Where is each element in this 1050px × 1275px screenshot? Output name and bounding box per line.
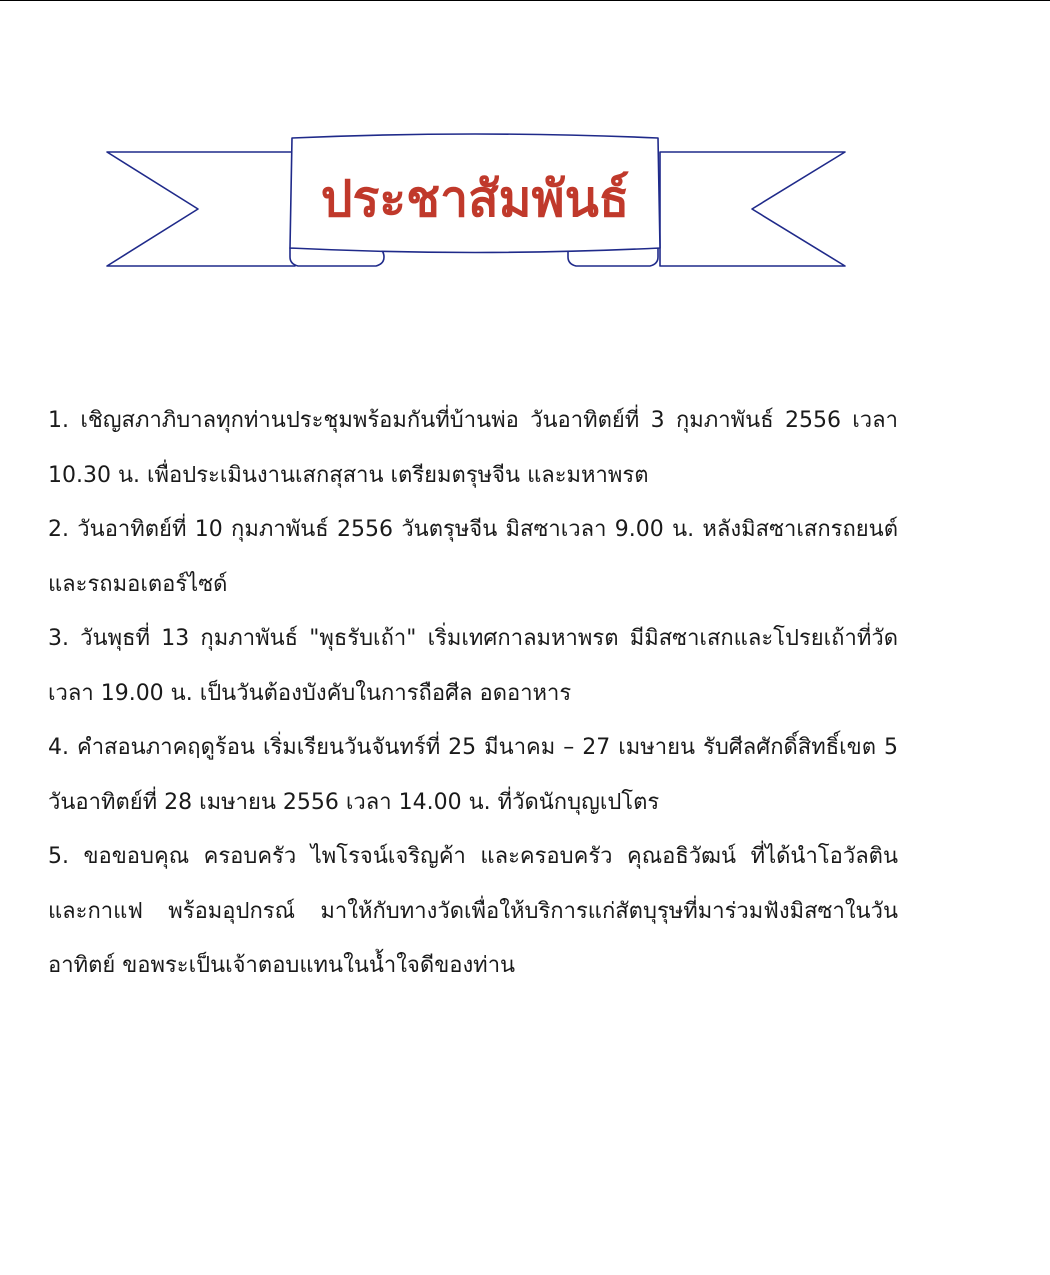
banner-title: ประชาสัมพันธ์: [320, 168, 630, 228]
title-ribbon-banner: [100, 130, 852, 270]
announcement-item-2: 2. วันอาทิตย์ที่ 10 กุมภาพันธ์ 2556 วันตรุษจีน มิสซาเวลา 9.00 น. หลังมิสซาเสกรถยนต์ และรถมอเตอร์ไซด์: [48, 517, 898, 597]
ribbon-left-tail: [107, 152, 295, 266]
announcement-item-3: 3. วันพุธที่ 13 กุมภาพันธ์ "พุธรับเถ้า" เริ่มเทศกาลมหาพรต มีมิสซาเสกและโปรยเถ้าที่วัด เวลา 19.00 น. เป็นวันต้องบังคับในการถือศีล อดอาหาร: [48, 626, 898, 706]
announcement-list: [48, 394, 898, 994]
ribbon-right-tail: [660, 152, 845, 266]
announcement-item-1: 1. เชิญสภาภิบาลทุกท่านประชุมพร้อมกันที่บ้านพ่อ วันอาทิตย์ที่ 3 กุมภาพันธ์ 2556 เวลา 10.30 น. เพื่อประเมินงานเสกสุสาน เตรียมตรุษจีน และมหาพรต: [48, 408, 898, 488]
announcement-item-4: 4. คำสอนภาคฤดูร้อน เริ่มเรียนวันจันทร์ที่ 25 มีนาคม – 27 เมษายน รับศีลศักดิ์สิทธิ์เขต 5 วันอาทิตย์ที่ 28 เมษายน 2556 เวลา 14.00 น. ที่วัดนักบุญเปโตร: [48, 735, 898, 815]
announcement-item-5: 5. ขอขอบคุณ ครอบครัว ไพโรจน์เจริญค้า และครอบครัว คุณอธิวัฒน์ ที่ได้นำโอวัลติน และกาแฟ พร้อมอุปกรณ์ มาให้กับทางวัดเพื่อให้บริการแก่สัตบุรุษที่มาร่วมฟังมิสซาในวันอาทิตย์ ขอพระเป็นเจ้าตอบแทนในน้ำใจดีของท่าน: [48, 844, 898, 978]
top-border-line: [0, 0, 1050, 1]
